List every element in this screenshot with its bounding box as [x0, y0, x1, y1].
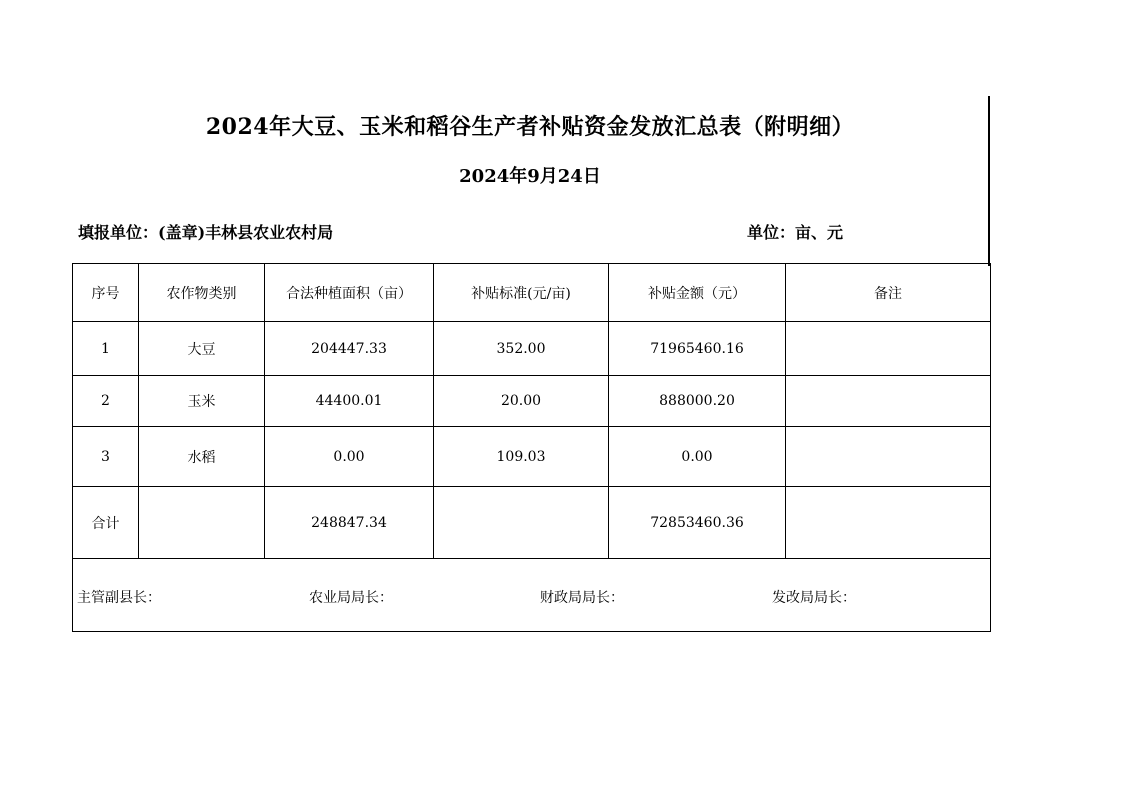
table-cell: 204447.33	[265, 322, 434, 376]
table-cell: 1	[73, 322, 139, 376]
table-cell: 2	[73, 376, 139, 427]
document-title: 2024年大豆、玉米和稻谷生产者补贴资金发放汇总表（附明细）	[205, 114, 855, 140]
table-cell: 248847.34	[265, 487, 434, 559]
table-cell	[139, 487, 265, 559]
table-header-row	[73, 264, 991, 322]
table-cell: 109.03	[434, 427, 609, 487]
signature-agriculture-bureau-head: 农业局局长：	[309, 590, 393, 606]
table-row	[73, 376, 991, 427]
document-date: 2024年9月24日	[459, 166, 601, 187]
table-cell: 44400.01	[265, 376, 434, 427]
signature-development-bureau-head: 发改局局长：	[772, 590, 856, 606]
table-cell	[786, 487, 991, 559]
table-cell	[786, 427, 991, 487]
table-cell	[434, 487, 609, 559]
table-cell: 72853460.36	[609, 487, 786, 559]
header-cell: 农作物类别	[139, 264, 265, 322]
table-row	[73, 322, 991, 376]
signature-row	[73, 559, 991, 632]
header-cell: 合法种植面积（亩）	[265, 264, 434, 322]
header-cell: 补贴金额（元）	[609, 264, 786, 322]
filler-unit-label: 填报单位：(盖章)丰林县农业农村局	[78, 223, 334, 242]
table-cell: 大豆	[139, 322, 265, 376]
table-cell: 3	[73, 427, 139, 487]
header-cell: 序号	[73, 264, 139, 322]
header-cell: 备注	[786, 264, 991, 322]
signature-vice-county-head: 主管副县长：	[77, 590, 161, 606]
table-cell	[786, 376, 991, 427]
signature-cell	[73, 559, 991, 632]
table-cell: 玉米	[139, 376, 265, 427]
table-cell: 水稻	[139, 427, 265, 487]
table-cell: 0.00	[265, 427, 434, 487]
table-total-row	[73, 487, 991, 559]
table-cell: 合计	[73, 487, 139, 559]
table-cell: 888000.20	[609, 376, 786, 427]
table-cell: 0.00	[609, 427, 786, 487]
table-row	[73, 427, 991, 487]
table-cell: 71965460.16	[609, 322, 786, 376]
header-cell: 补贴标准(元/亩)	[434, 264, 609, 322]
subsidy-summary-table	[72, 263, 991, 632]
table-cell	[786, 322, 991, 376]
table-cell: 352.00	[434, 322, 609, 376]
signature-finance-bureau-head: 财政局局长：	[540, 590, 624, 606]
table-cell: 20.00	[434, 376, 609, 427]
units-label: 单位：亩、元	[747, 223, 844, 242]
